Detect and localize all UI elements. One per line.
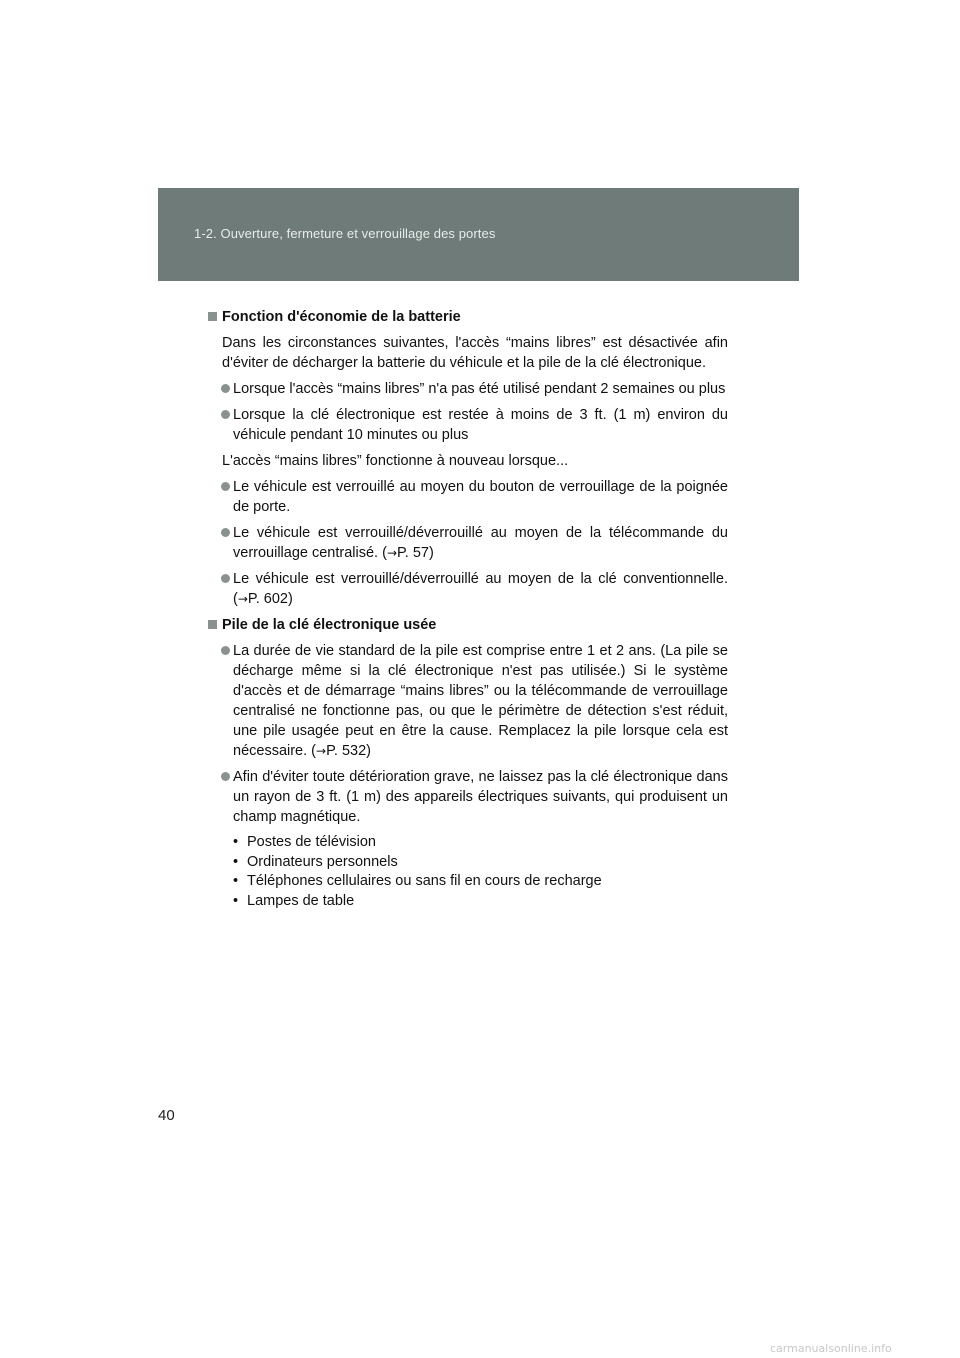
list-item: Lorsque la clé électronique est restée à moins de 3 ft. (1 m) environ du véhicule pendant 10 minutes ou plus xyxy=(208,405,728,445)
circle-bullet-icon xyxy=(221,384,230,393)
device-list xyxy=(208,833,728,911)
circle-bullet-icon xyxy=(221,574,230,583)
circle-bullet-icon xyxy=(221,646,230,655)
heading-text: Fonction d'économie de la batterie xyxy=(222,309,461,325)
list-item: Le véhicule est verrouillé/déverrouillé au moyen de la télécommande du verrouillage centralisé. (→P. 57) xyxy=(208,523,728,563)
page-reference: P. 602) xyxy=(247,591,293,607)
heading-battery-saving xyxy=(208,307,728,327)
section-header-band xyxy=(158,188,799,281)
list-item: La durée de vie standard de la pile est comprise entre 1 et 2 ans. (La pile se décharge même si la clé électronique n'est pas utilisée.) Si le système d'accès et de démarrage “mains libres” ou la télécommande de verrouillage centralisé ne fonctionne pas, ou que le périmètre de détection s'est réduit, une pile usagée peut en être la cause. Remplacez la pile lorsque cela est nécessaire. (→P. 532) xyxy=(208,641,728,761)
arrow-right-icon: → xyxy=(316,744,327,758)
circle-bullet-icon xyxy=(221,528,230,537)
bullet-dot-icon: • xyxy=(233,853,239,870)
list-item: Lorsque l'accès “mains libres” n'a pas été utilisé pendant 2 semaines ou plus xyxy=(208,379,728,399)
resume-intro: L'accès “mains libres” fonctionne à nouveau lorsque... xyxy=(222,453,569,469)
device-list-item: • Ordinateurs personnels xyxy=(233,853,728,873)
page-number: 40 xyxy=(158,1107,175,1124)
heading-text: Pile de la clé électronique usée xyxy=(222,617,437,633)
heading-depleted-battery xyxy=(208,615,728,635)
page-reference: P. 532) xyxy=(326,743,371,759)
list-item: Le véhicule est verrouillé/déverrouillé au moyen de la clé conventionnelle. (→P. 602) xyxy=(208,569,728,609)
device-list-item: • Postes de télévision xyxy=(233,833,728,853)
circle-bullet-icon xyxy=(221,482,230,491)
watermark: carmanualsonline.info xyxy=(770,1342,892,1355)
arrow-right-icon: → xyxy=(386,546,397,560)
list-item: Afin d'éviter toute détérioration grave, ne laissez pas la clé électronique dans un rayon de 3 ft. (1 m) des appareils électriques suivants, qui produisent un champ magnétique. xyxy=(208,767,728,827)
list-item: Le véhicule est verrouillé au moyen du bouton de verrouillage de la poignée de porte. xyxy=(208,477,728,517)
bullet-dot-icon: • xyxy=(233,834,239,850)
section-title: 1-2. Ouverture, fermeture et verrouillage des portes xyxy=(194,226,496,241)
circle-bullet-icon xyxy=(221,410,230,419)
bullet-dot-icon: • xyxy=(233,892,239,909)
circle-bullet-icon xyxy=(221,772,230,781)
device-list-item: • Lampes de table xyxy=(233,892,728,912)
page-content xyxy=(208,307,728,911)
device-list-item: • Téléphones cellulaires ou sans fil en cours de recharge xyxy=(233,872,728,892)
arrow-right-icon: → xyxy=(237,592,248,606)
square-bullet-icon xyxy=(208,620,217,629)
square-bullet-icon xyxy=(208,312,217,321)
page-reference: P. 57) xyxy=(397,545,434,561)
bullet-dot-icon: • xyxy=(233,873,239,889)
intro-paragraph: Dans les circonstances suivantes, l'accès “mains libres” est désactivée afin d'éviter de décharger la batterie du véhicule et la pile de la clé électronique. xyxy=(222,335,728,371)
